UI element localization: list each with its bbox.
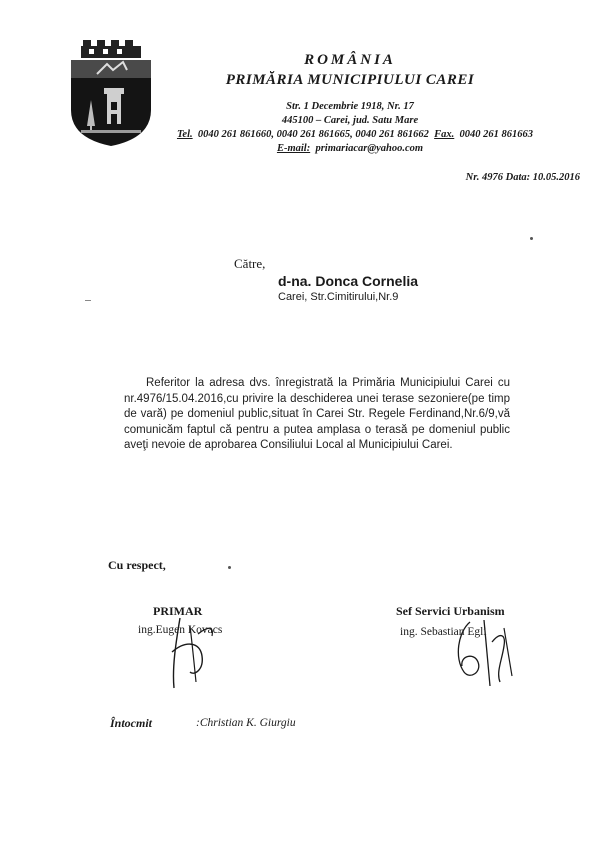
email-label: E-mail: (276, 143, 311, 154)
scan-speck (228, 566, 231, 569)
recipient-address: Carei, Str.Cimitirului,Nr.9 (278, 291, 399, 303)
author-label: Întocmit (110, 716, 153, 730)
header-country: ROMÂNIA (304, 52, 396, 68)
header-contact-line (110, 129, 600, 140)
salutation: Către, (234, 256, 266, 271)
author-name: :Christian K. Giurgiu (196, 717, 296, 729)
header-city: 445100 – Carei, jud. Satu Mare (281, 115, 419, 126)
email-address: primariacar@yahoo.com (315, 143, 424, 154)
scan-speck (85, 300, 91, 301)
reference-number: Nr. 4976 Data: 10.05.2016 (465, 172, 580, 183)
mayor-title: PRIMAR (153, 604, 203, 618)
body-paragraph: Referitor la adresa dvs. înregistrată la Primăria Municipiului Carei cu nr.4976/15.04.2016,cu privire la deschiderea unei terase sezoniere(pe timp de vară) pe domeniul public,situat în Carei Str. Regele Ferdinand,Nr.6/9,vă comunicăm faptul că pentru a putea amplasa o terasă pe domeniul public aveţi nevoie de aprobarea Consiliului Local al Municipiului Carei. (124, 377, 510, 451)
header-street: Str. 1 Decembrie 1918, Nr. 17 (286, 101, 414, 112)
scan-speck (530, 237, 533, 240)
letter-body (124, 376, 510, 454)
tel-label: Tel. (176, 129, 193, 140)
closing: Cu respect, (108, 558, 166, 572)
urbanism-title: Sef Servici Urbanism (396, 604, 505, 618)
recipient-name: d-na. Donca Cornelia (278, 273, 419, 289)
mayor-signature (150, 612, 240, 692)
header-institution: PRIMĂRIA MUNICIPIULUI CAREI (225, 72, 475, 88)
urbanism-name: ing. Sebastian Egli (400, 626, 487, 638)
mayor-name: ing.Eugen Kovacs (138, 624, 223, 636)
urbanism-signature (440, 612, 530, 692)
fax-number: 0040 261 861663 (459, 129, 534, 140)
tel-numbers: 0040 261 861660, 0040 261 861665, 0040 261 861662 (197, 129, 429, 140)
fax-label: Fax. (434, 129, 455, 140)
header-email-line (140, 143, 560, 154)
